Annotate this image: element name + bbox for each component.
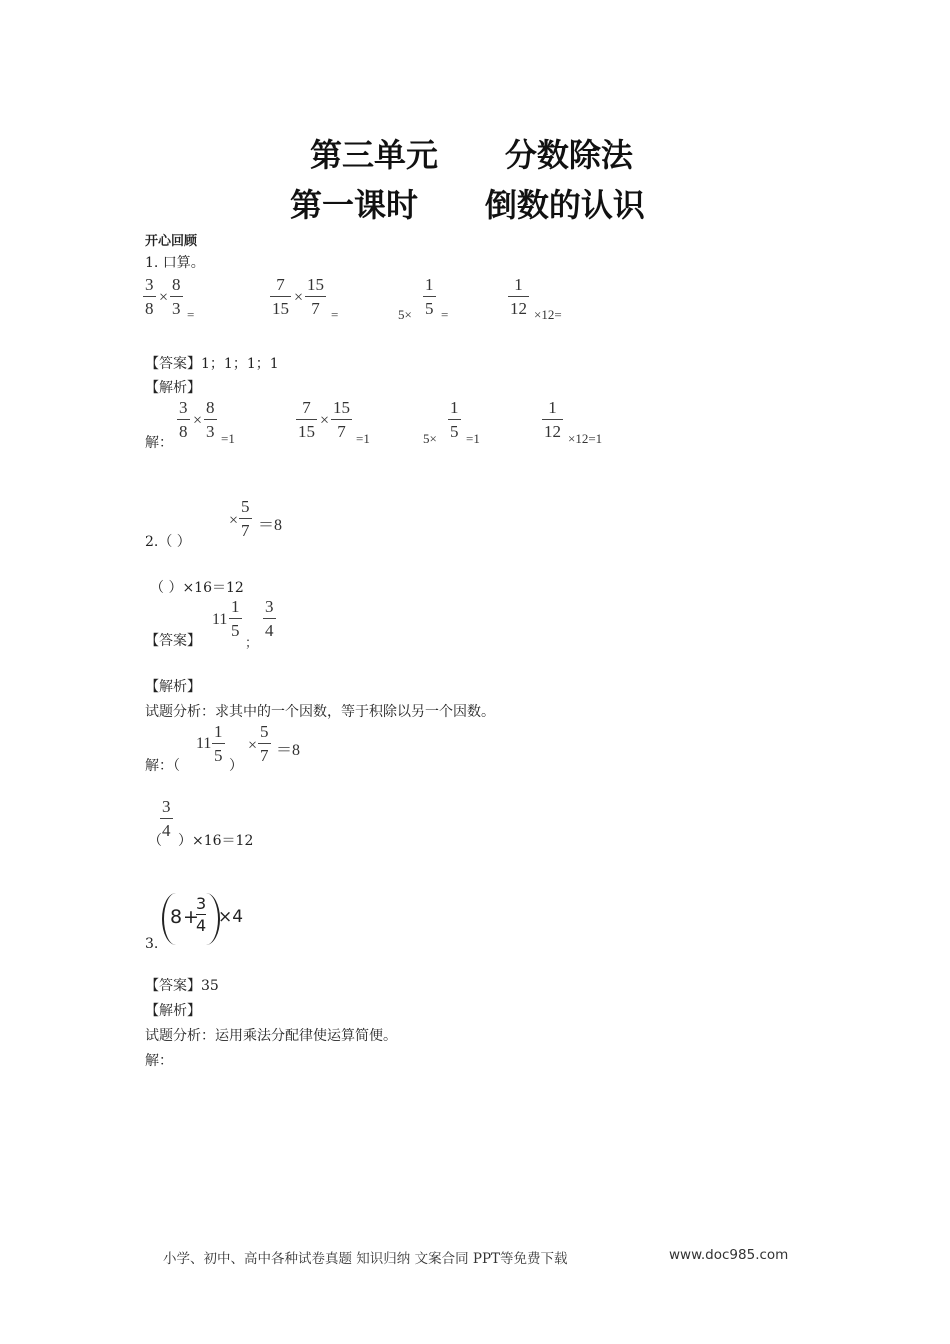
q2-explain: 试题分析：求其中的一个因数，等于积除以另一个因数。 (145, 704, 495, 720)
page-title: 第三单元 分数除法 (310, 136, 633, 174)
q2-line2: （ ）×16＝12 (150, 580, 244, 596)
q1-solution-prefix: 解： (145, 435, 173, 451)
footer-text: 小学、初中、高中各种试卷真题 知识归纳 文案合同 PPT等免费下载 (163, 1251, 568, 1267)
q3-label: 3. (145, 936, 159, 952)
q2-answer-label: 【答案】 (145, 633, 201, 649)
q1-answer: 【答案】1；1；1；1 (145, 356, 279, 372)
q3-analysis: 【解析】 (145, 1003, 201, 1019)
q3-answer: 【答案】35 (145, 978, 219, 994)
q1-analysis: 【解析】 (145, 380, 201, 396)
q3-explain: 试题分析：运用乘法分配律使运算简便。 (145, 1028, 397, 1044)
q3-solution-prefix: 解： (145, 1053, 173, 1069)
q1-label: 1. 口算。 (145, 255, 205, 271)
page-subtitle: 第一课时 倒数的认识 (290, 186, 645, 224)
footer-link[interactable]: www.doc985.com (669, 1247, 789, 1263)
q2-solution-prefix: 解：（ (145, 758, 180, 774)
q2-analysis: 【解析】 (145, 679, 201, 695)
section-heading: 开心回顾 (145, 234, 198, 249)
q2-label: 2.（ ） (145, 534, 191, 550)
